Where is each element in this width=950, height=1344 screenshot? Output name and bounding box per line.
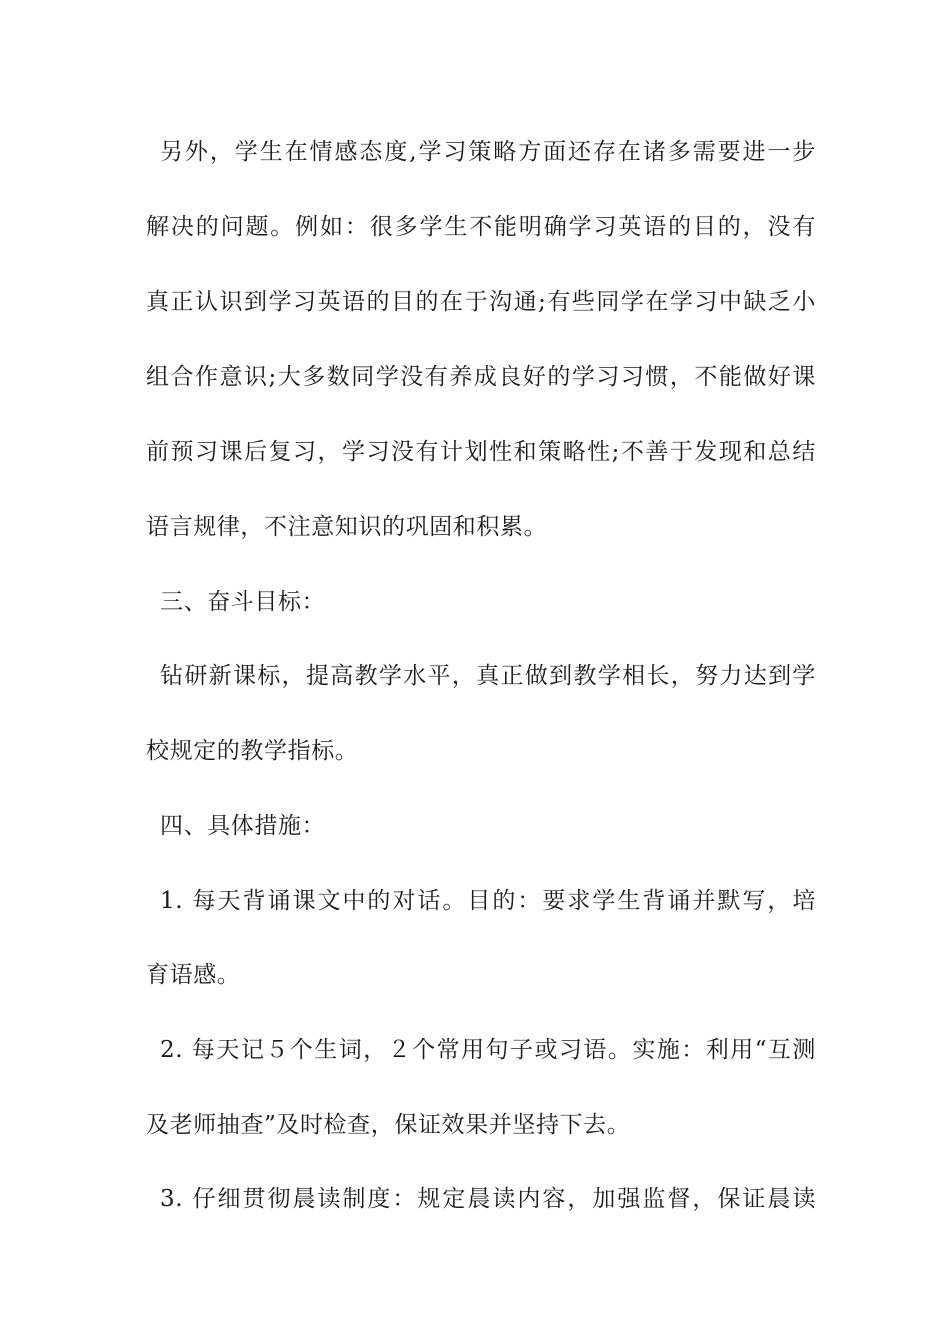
paragraph-line-5: 前预习课后复习，学习没有计划性和策略性;不善于发现和总结 [146,439,816,465]
measure-2-line-2: 及老师抽查”及时检查，保证效果并坚持下去。 [146,1112,631,1138]
measure-1-line-1: 1. 每天背诵课文中的对话。目的：要求学生背诵并默写，培 [160,888,816,914]
section-heading-measures: 四、具体措施： [160,813,326,839]
paragraph-line-1: 另外，学生在情感态度,学习策略方面还存在诸多需要进一步 [160,139,816,165]
paragraph-line-6: 语言规律，不注意知识的巩固和积累。 [146,514,548,540]
paragraph-line-2: 解决的问题。例如：很多学生不能明确学习英语的目的，没有 [146,214,816,240]
measure-3-line-1: 3. 仔细贯彻晨读制度：规定晨读内容，加强监督，保证晨读 [160,1186,816,1212]
measure-1-line-2: 育语感。 [146,962,241,988]
goals-line-1: 钻研新课标，提高教学水平，真正做到教学相长，努力达到学 [160,663,816,689]
paragraph-line-3: 真正认识到学习英语的目的在于沟通;有些同学在学习中缺乏小 [146,289,816,315]
measure-2-line-1: 2. 每天记５个生词，２个常用句子或习语。实施：利用“互测 [160,1037,816,1063]
section-heading-goals: 三、奋斗目标： [160,589,326,615]
goals-line-2: 校规定的教学指标。 [146,738,359,764]
paragraph-line-4: 组合作意识;大多数同学没有养成良好的学习习惯，不能做好课 [146,364,816,390]
